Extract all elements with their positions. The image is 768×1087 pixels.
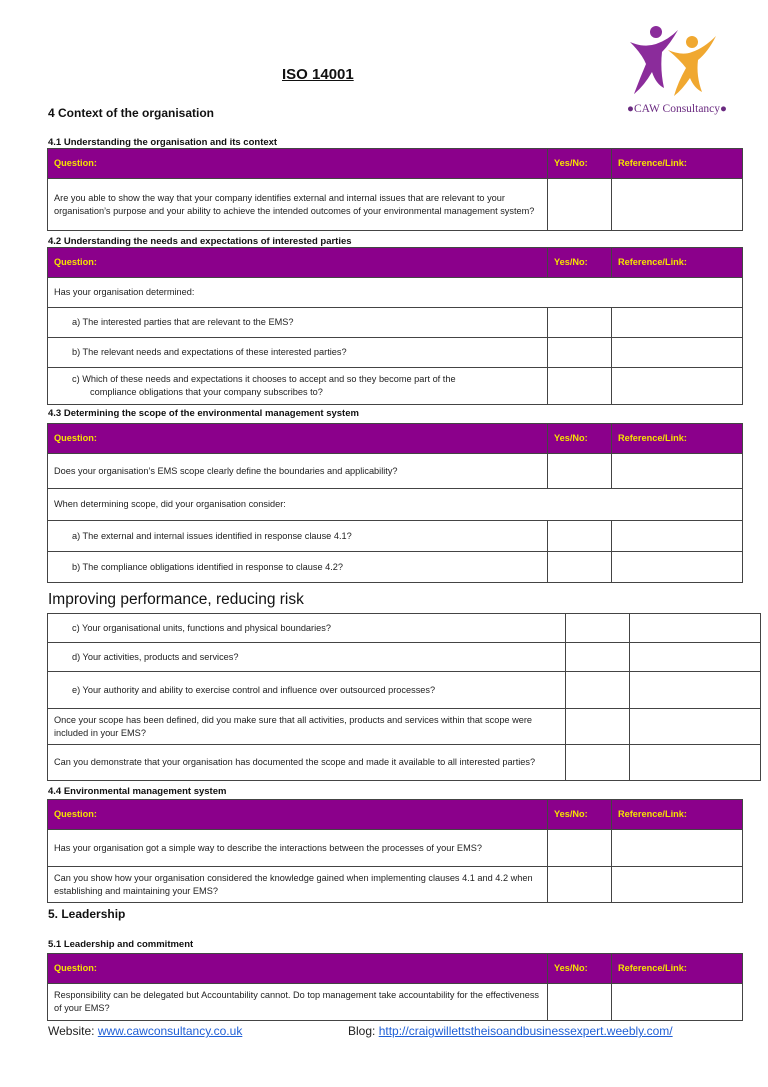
table-row <box>48 867 743 903</box>
question-text: b) The relevant needs and expectations of these interested parties? <box>48 338 548 368</box>
clause-4-4-heading: 4.4 Environmental management system <box>48 786 227 797</box>
question-text: a) The interested parties that are relevant to the EMS? <box>48 308 548 338</box>
header-question: Question: <box>48 149 548 179</box>
table-row <box>48 709 761 745</box>
yes-no-cell[interactable] <box>566 709 630 745</box>
header-reference: Reference/Link: <box>612 800 743 830</box>
yes-no-cell[interactable] <box>548 830 612 867</box>
header-question: Question: <box>48 800 548 830</box>
section-5-heading: 5. Leadership <box>48 907 126 921</box>
reference-cell[interactable] <box>630 643 761 672</box>
header-yes-no: Yes/No: <box>548 149 612 179</box>
yes-no-cell[interactable] <box>548 521 612 552</box>
yes-no-cell[interactable] <box>548 179 612 231</box>
table-row <box>48 552 743 583</box>
question-line: c) Which of these needs and expectations it chooses to accept and so they become part of the <box>72 374 456 384</box>
reference-cell[interactable] <box>630 614 761 643</box>
table-row <box>48 368 743 405</box>
table-row <box>48 643 761 672</box>
reference-cell[interactable] <box>630 672 761 709</box>
reference-cell[interactable] <box>630 709 761 745</box>
question-text: Does your organisation’s EMS scope clearly define the boundaries and applicability? <box>48 454 548 489</box>
reference-cell[interactable] <box>612 308 743 338</box>
header-reference: Reference/Link: <box>612 248 743 278</box>
yes-no-cell[interactable] <box>566 643 630 672</box>
reference-cell[interactable] <box>630 745 761 781</box>
reference-cell[interactable] <box>612 867 743 903</box>
clause-5-1-heading: 5.1 Leadership and commitment <box>48 939 194 950</box>
table-4-3 <box>47 423 743 583</box>
reference-cell[interactable] <box>612 830 743 867</box>
reference-cell[interactable] <box>612 368 743 405</box>
question-text: Once your scope has been defined, did you make sure that all activities, products and services within that scope were included in your EMS? <box>48 709 566 745</box>
header-reference: Reference/Link: <box>612 149 743 179</box>
table-row <box>48 338 743 368</box>
question-text: d) Your activities, products and services? <box>48 643 566 672</box>
table-row <box>48 454 743 489</box>
reference-cell[interactable] <box>612 984 743 1021</box>
header-yes-no: Yes/No: <box>548 424 612 454</box>
question-text: c) Your organisational units, functions and physical boundaries? <box>48 614 566 643</box>
table-4-3-continued <box>47 613 761 781</box>
banner-text: Improving performance, reducing risk <box>48 591 304 608</box>
table-4-2 <box>47 247 743 405</box>
footer-blog <box>348 1024 673 1038</box>
clause-4-2-heading: 4.2 Understanding the needs and expectations of interested parties <box>48 236 352 247</box>
table-row <box>48 521 743 552</box>
header-yes-no: Yes/No: <box>548 248 612 278</box>
question-line-continued: compliance obligations that your company subscribes to? <box>90 387 323 397</box>
clause-4-3-heading: 4.3 Determining the scope of the environmental management system <box>48 408 359 419</box>
question-text: Can you show how your organisation considered the knowledge gained when implementing clauses 4.1 and 4.2 when establishing and maintaining your EMS? <box>48 867 548 903</box>
website-link[interactable]: www.cawconsultancy.co.uk <box>97 1024 243 1038</box>
header-question: Question: <box>48 248 548 278</box>
table-row <box>48 984 743 1021</box>
question-text: Are you able to show the way that your company identifies external and internal issues that are relevant to your organisation’s purpose and your ability to achieve the intended outcomes of your environmental management system? <box>48 179 548 231</box>
header-yes-no: Yes/No: <box>548 954 612 984</box>
header-reference: Reference/Link: <box>612 954 743 984</box>
header-reference: Reference/Link: <box>612 424 743 454</box>
yes-no-cell[interactable] <box>548 454 612 489</box>
yes-no-cell[interactable] <box>548 984 612 1021</box>
reference-cell[interactable] <box>612 521 743 552</box>
yes-no-cell[interactable] <box>548 867 612 903</box>
question-text: e) Your authority and ability to exercise control and influence over outsourced processes? <box>48 672 566 709</box>
header-yes-no: Yes/No: <box>548 800 612 830</box>
reference-cell[interactable] <box>612 338 743 368</box>
table-row <box>48 830 743 867</box>
document-title: ISO 14001 <box>282 66 354 83</box>
yes-no-cell[interactable] <box>566 614 630 643</box>
table-4-4 <box>47 799 743 903</box>
question-text: Responsibility can be delegated but Accountability cannot. Do top management take accountability for the effectiveness of your EMS? <box>48 984 548 1021</box>
yes-no-cell[interactable] <box>548 338 612 368</box>
table-row <box>48 308 743 338</box>
header-question: Question: <box>48 424 548 454</box>
blog-label: Blog: <box>348 1024 379 1038</box>
question-text: b) The compliance obligations identified in response to clause 4.2? <box>48 552 548 583</box>
reference-cell[interactable] <box>612 552 743 583</box>
question-intro: Has your organisation determined: <box>48 278 743 308</box>
clause-4-1-heading: 4.1 Understanding the organisation and its context <box>48 137 278 148</box>
question-text <box>48 368 548 405</box>
question-text: Can you demonstrate that your organisation has documented the scope and made it available to all interested parties? <box>48 745 566 781</box>
table-row <box>48 278 743 308</box>
blog-link[interactable]: http://craigwillettstheisoandbusinessexpert.weebly.com/ <box>378 1024 673 1038</box>
yes-no-cell[interactable] <box>566 745 630 781</box>
header-question: Question: <box>48 954 548 984</box>
table-row <box>48 745 761 781</box>
section-4-heading: 4 Context of the organisation <box>48 106 215 120</box>
question-text: Has your organisation got a simple way to describe the interactions between the processes of your EMS? <box>48 830 548 867</box>
question-intro: When determining scope, did your organisation consider: <box>48 489 743 521</box>
reference-cell[interactable] <box>612 179 743 231</box>
website-label: Website: <box>48 1024 98 1038</box>
table-row <box>48 614 761 643</box>
table-row <box>48 179 743 231</box>
table-4-1 <box>47 148 743 231</box>
reference-cell[interactable] <box>612 454 743 489</box>
yes-no-cell[interactable] <box>548 368 612 405</box>
yes-no-cell[interactable] <box>548 552 612 583</box>
caw-logo-text: ●CAW Consultancy● <box>627 103 727 115</box>
yes-no-cell[interactable] <box>566 672 630 709</box>
footer-website <box>48 1024 242 1038</box>
table-row <box>48 489 743 521</box>
table-row <box>48 672 761 709</box>
yes-no-cell[interactable] <box>548 308 612 338</box>
table-5-1 <box>47 953 743 1021</box>
question-text: a) The external and internal issues identified in response clause 4.1? <box>48 521 548 552</box>
